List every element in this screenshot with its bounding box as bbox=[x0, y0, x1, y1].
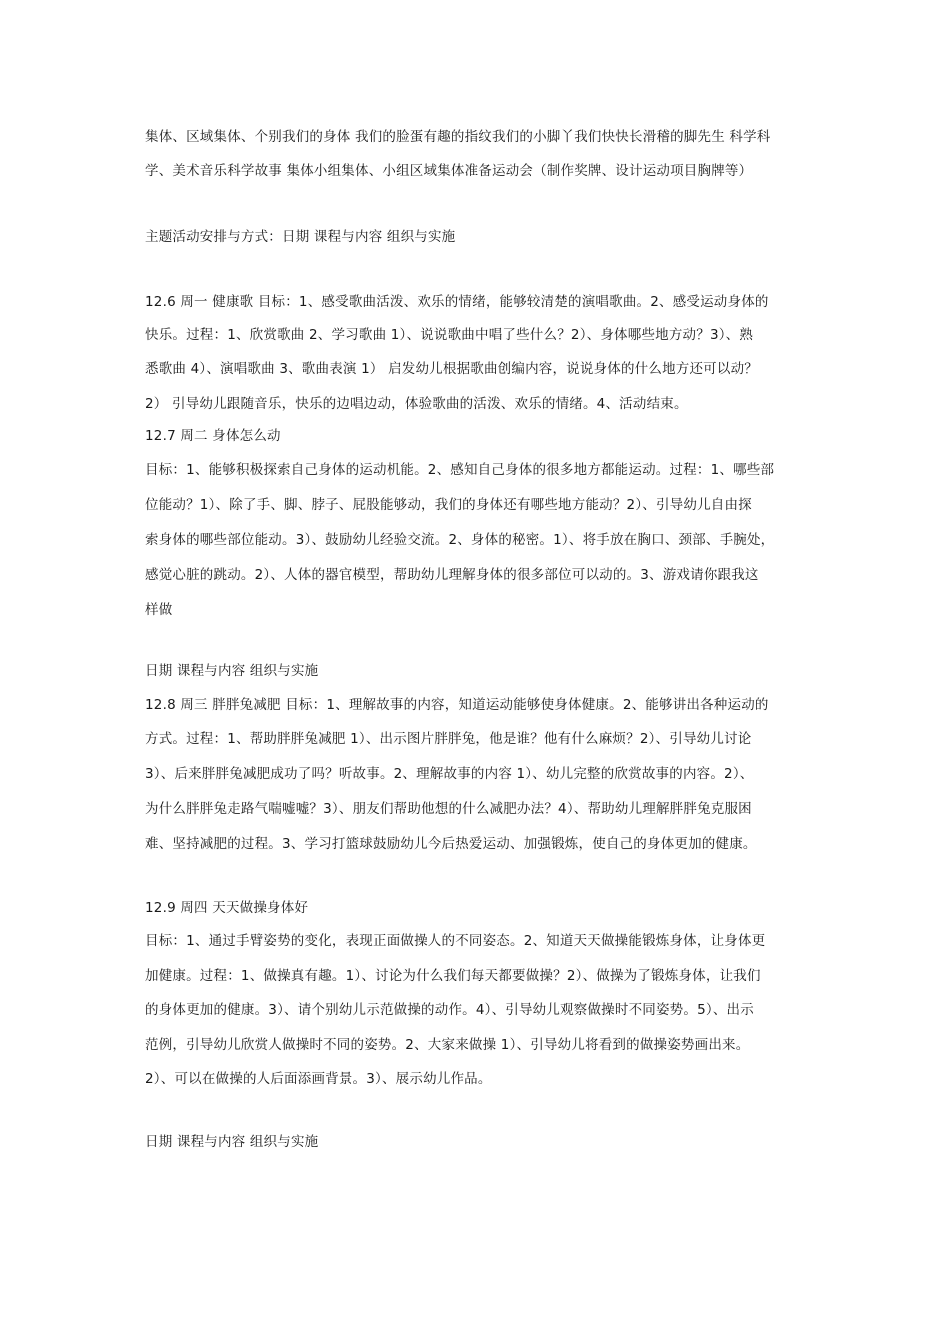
text-line: 方式。过程：1、帮助胖胖兔减肥 1）、出示图片胖胖兔，他是谁？他有什么麻烦？2）、引导幼儿讨论 bbox=[145, 731, 752, 747]
text-line: 难、坚持减肥的过程。3、学习打篮球鼓励幼儿今后热爱运动、加强锻炼，使自己的身体更加的健康。 bbox=[145, 836, 757, 852]
text-line: 样做 bbox=[145, 602, 173, 618]
text-line: 12.6 周一 健康歌 目标：1、感受歌曲活泼、欢乐的情绪，能够较清楚的演唱歌曲。2、感受运动身体的 bbox=[145, 294, 769, 310]
text-line: 的身体更加的健康。3）、请个别幼儿示范做操的动作。4）、引导幼儿观察做操时不同姿势。5）、出示 bbox=[145, 1002, 754, 1018]
text-line: 为什么胖胖兔走路气喘嘘嘘？3）、朋友们帮助他想的什么减肥办法？4）、帮助幼儿理解胖胖兔克服困 bbox=[145, 801, 752, 817]
text-line: 12.8 周三 胖胖兔减肥 目标：1、理解故事的内容，知道运动能够使身体健康。2、能够讲出各种运动的 bbox=[145, 697, 769, 713]
text-line: 索身体的哪些部位能动。3）、鼓励幼儿经验交流。2、身体的秘密。1）、将手放在胸口、颈部、手腕处， bbox=[145, 532, 775, 548]
text-line: 集体、区域集体、个别我们的身体 我们的脸蛋有趣的指纹我们的小脚丫我们快快长滑稽的脚先生 科学科 bbox=[145, 129, 771, 145]
section-heading: 日期 课程与内容 组织与实施 bbox=[145, 1134, 319, 1150]
text-line: 加健康。过程：1、做操真有趣。1）、讨论为什么我们每天都要做操？2）、做操为了锻炼身体，让我们 bbox=[145, 968, 761, 984]
text-line: 学、美术音乐科学故事 集体小组集体、小组区域集体准备运动会（制作奖牌、设计运动项目胸牌等） bbox=[145, 163, 753, 179]
text-line: 目标：1、能够积极探索自己身体的运动机能。2、感知自己身体的很多地方都能运动。过程：1、哪些部 bbox=[145, 462, 775, 478]
text-line: 3）、后来胖胖兔减肥成功了吗？听故事。2、理解故事的内容 1）、幼儿完整的欣赏故事的内容。2）、 bbox=[145, 766, 754, 782]
text-line: 范例，引导幼儿欣赏人做操时不同的姿势。2、大家来做操 1）、引导幼儿将看到的做操姿势画出来。 bbox=[145, 1037, 750, 1053]
text-line: 位能动？1）、除了手、脚、脖子、屁股能够动，我们的身体还有哪些地方能动？2）、引导幼儿自由探 bbox=[145, 497, 752, 513]
text-line: 12.7 周二 身体怎么动 bbox=[145, 428, 281, 444]
text-line: 悉歌曲 4）、演唱歌曲 3、歌曲表演 1） 启发幼儿根据歌曲创编内容，说说身体的什么地方还可以动？ bbox=[145, 361, 758, 377]
text-line: 2）、可以在做操的人后面添画背景。3）、展示幼儿作品。 bbox=[145, 1071, 492, 1087]
text-line: 快乐。过程：1、欣赏歌曲 2、学习歌曲 1）、说说歌曲中唱了些什么？2）、身体哪些地方动？3）、熟 bbox=[145, 327, 754, 343]
text-line: 12.9 周四 天天做操身体好 bbox=[145, 900, 309, 916]
text-line: 感觉心脏的跳动。2）、人体的器官模型，帮助幼儿理解身体的很多部位可以动的。3、游戏请你跟我这 bbox=[145, 567, 759, 583]
section-heading: 日期 课程与内容 组织与实施 bbox=[145, 663, 319, 679]
text-line: 2） 引导幼儿跟随音乐，快乐的边唱边动，体验歌曲的活泼、欢乐的情绪。4、活动结束。 bbox=[145, 396, 688, 412]
section-heading: 主题活动安排与方式：日期 课程与内容 组织与实施 bbox=[145, 229, 456, 245]
text-line: 目标：1、通过手臂姿势的变化，表现正面做操人的不同姿态。2、知道天天做操能锻炼身体，让身体更 bbox=[145, 933, 766, 949]
